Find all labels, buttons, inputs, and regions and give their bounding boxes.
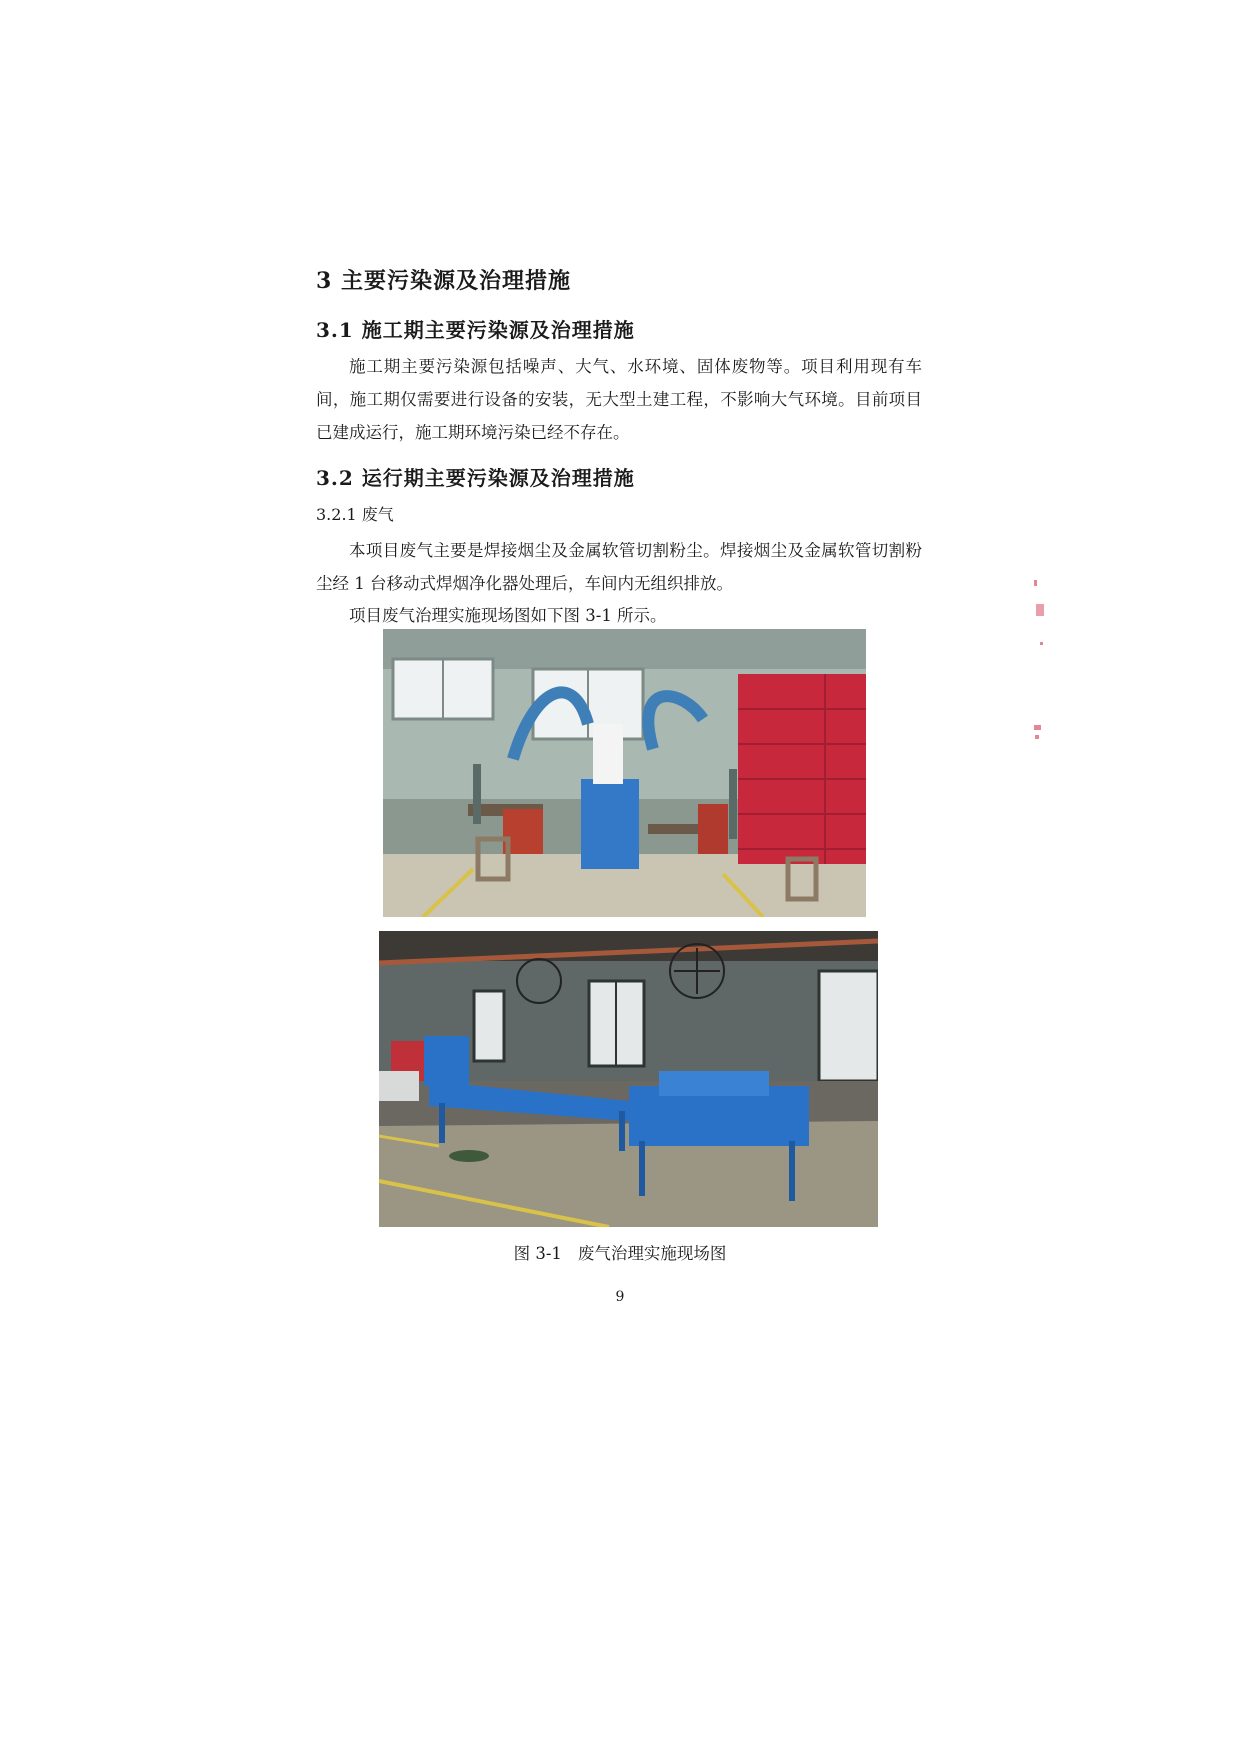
page-number: 9 bbox=[615, 1289, 625, 1305]
seal-stamp-fragment bbox=[1030, 580, 1054, 760]
section-heading: 3 主要污染源及治理措施 bbox=[316, 268, 571, 294]
figure-title: 废气治理实施现场图 bbox=[577, 1244, 727, 1263]
paragraph-construction: 施工期主要污染源包括噪声、大气、水环境、固体废物等。项目利用现有车间，施工期仅需要进行设备的安装，无大型土建工程，不影响大气环境。目前项目已建成运行，施工期环境污染已经不存在。 bbox=[316, 357, 922, 442]
photo-welding-fume-purifier bbox=[383, 629, 866, 917]
subsubsection-heading-exhaust: 3.2.1 废气 bbox=[316, 505, 394, 524]
paragraph-exhaust: 本项目废气主要是焊接烟尘及金属软管切割粉尘。焊接烟尘及金属软管切割粉尘经 1 台移动式焊烟净化器处理后，车间内无组织排放。 bbox=[316, 541, 922, 593]
paragraph-figure-reference: 项目废气治理实施现场图如下图 3-1 所示。 bbox=[349, 606, 667, 625]
figure-caption bbox=[0, 1240, 1240, 1264]
subsection-heading-operation: 3.2 运行期主要污染源及治理措施 bbox=[316, 466, 635, 490]
subsection-heading-construction: 3.1 施工期主要污染源及治理措施 bbox=[316, 318, 635, 342]
photo-cutting-blue-machine bbox=[379, 931, 878, 1227]
figure-number: 图 3-1 bbox=[513, 1244, 562, 1263]
